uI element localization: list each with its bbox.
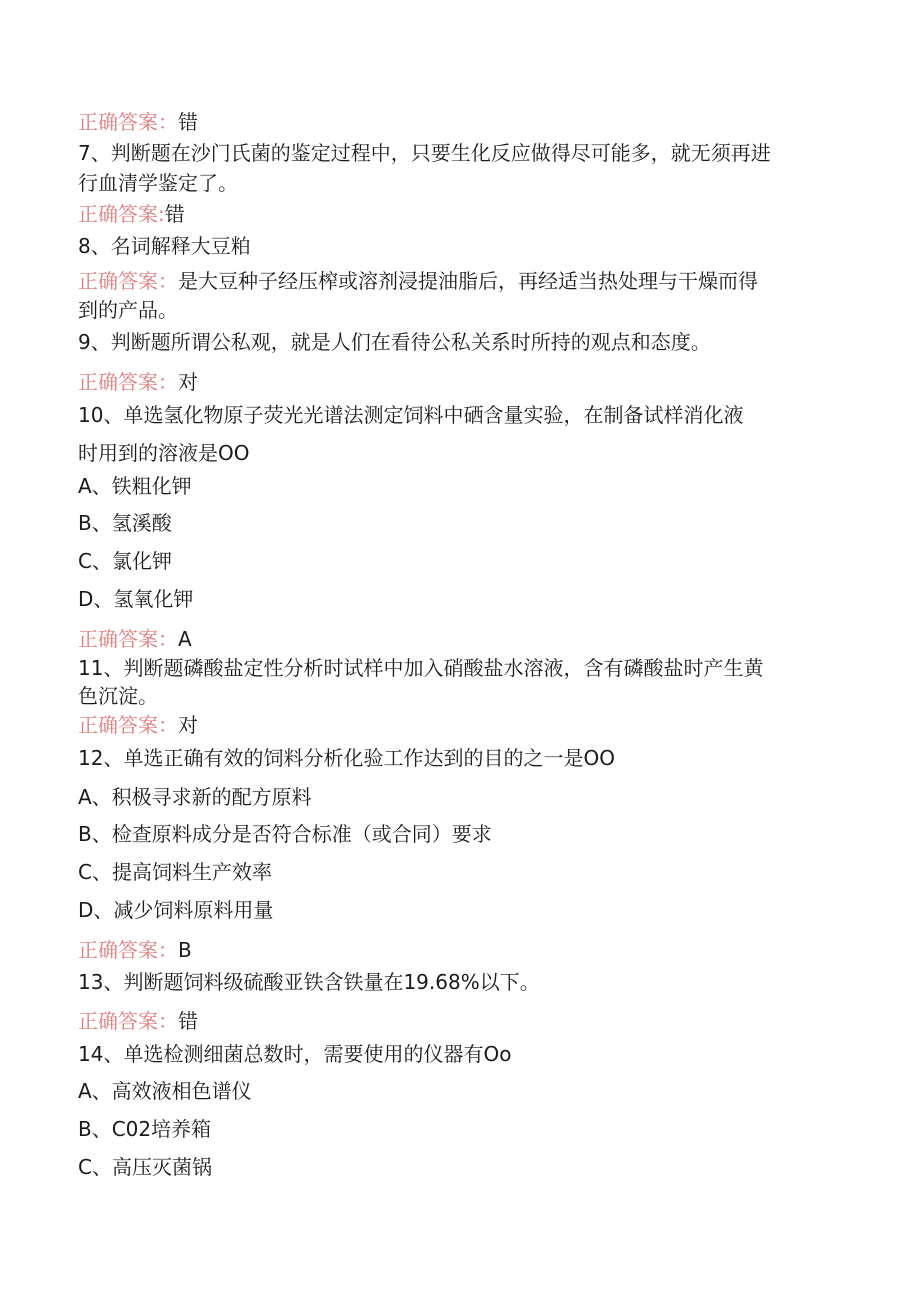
answer-line-6 — [78, 109, 198, 135]
answer-line-12 — [78, 937, 192, 963]
answer-label: 正确答案： — [78, 938, 178, 962]
answer-value: 错 — [164, 202, 185, 226]
answer-line-7 — [78, 201, 185, 227]
question-12-option-a: A、积极寻求新的配方原料 — [78, 785, 312, 809]
answer-line-11 — [78, 712, 198, 738]
question-11-line-2: 色沉淀。 — [78, 684, 158, 708]
answer-line-10 — [78, 626, 192, 652]
question-12-option-d: D、减少饲料原料用量 — [78, 898, 274, 922]
answer-value: 对 — [178, 713, 198, 737]
answer-8-line-2: 到的产品。 — [78, 298, 178, 322]
answer-label: 正确答案： — [78, 1009, 178, 1033]
question-10-option-c: C、氯化钾 — [78, 549, 172, 573]
answer-line-8 — [78, 268, 758, 294]
question-10-option-b: B、氢溪酸 — [78, 511, 172, 535]
answer-value: 是大豆种子经压榨或溶剂浸提油脂后，再经适当热处理与干燥而得 — [178, 269, 758, 293]
answer-value: B — [178, 938, 192, 962]
answer-label: 正确答案： — [78, 627, 178, 651]
answer-value: 错 — [178, 1009, 198, 1033]
question-10-line-1: 10、单选氢化物原子荧光光谱法测定饲料中硒含量实验，在制备试样消化液 — [78, 403, 744, 427]
question-7-line-1: 7、判断题在沙门氏菌的鉴定过程中，只要生化反应做得尽可能多，就无须再进 — [78, 141, 771, 165]
question-14-option-a: A、高效液相色谱仪 — [78, 1079, 252, 1103]
question-10-option-d: D、氢氧化钾 — [78, 587, 194, 611]
question-11-line-1: 11、判断题磷酸盐定性分析时试样中加入硝酸盐水溶液，含有磷酸盐时产生黄 — [78, 656, 764, 680]
answer-label: 正确答案： — [78, 269, 178, 293]
answer-value: A — [178, 627, 192, 651]
answer-label: 正确答案: — [78, 202, 165, 226]
question-14: 14、单选检测细菌总数时，需要使用的仪器有Oo — [78, 1042, 512, 1066]
question-8: 8、名词解释大豆粕 — [78, 234, 251, 258]
answer-label: 正确答案： — [78, 110, 178, 134]
question-13: 13、判断题饲料级硫酸亚铁含铁量在19.68%以下。 — [78, 970, 540, 994]
answer-line-13 — [78, 1008, 198, 1034]
question-12-option-c: C、提高饲料生产效率 — [78, 860, 272, 884]
answer-value: 错 — [178, 110, 198, 134]
answer-label: 正确答案： — [78, 713, 178, 737]
question-12: 12、单选正确有效的饲料分析化验工作达到的目的之一是OO — [78, 746, 615, 770]
question-14-option-b: B、C02培养箱 — [78, 1117, 212, 1141]
question-12-option-b: B、检查原料成分是否符合标准（或合同）要求 — [78, 822, 492, 846]
answer-line-9 — [78, 369, 198, 395]
answer-label: 正确答案： — [78, 370, 178, 394]
answer-value: 对 — [178, 370, 198, 394]
question-14-option-c: C、高压灭菌锅 — [78, 1155, 212, 1179]
question-9: 9、判断题所谓公私观，就是人们在看待公私关系时所持的观点和态度。 — [78, 330, 711, 354]
question-10-option-a: A、铁粗化钾 — [78, 474, 192, 498]
question-10-line-2: 时用到的溶液是OO — [78, 441, 250, 465]
question-7-line-2: 行血清学鉴定了。 — [78, 171, 238, 195]
